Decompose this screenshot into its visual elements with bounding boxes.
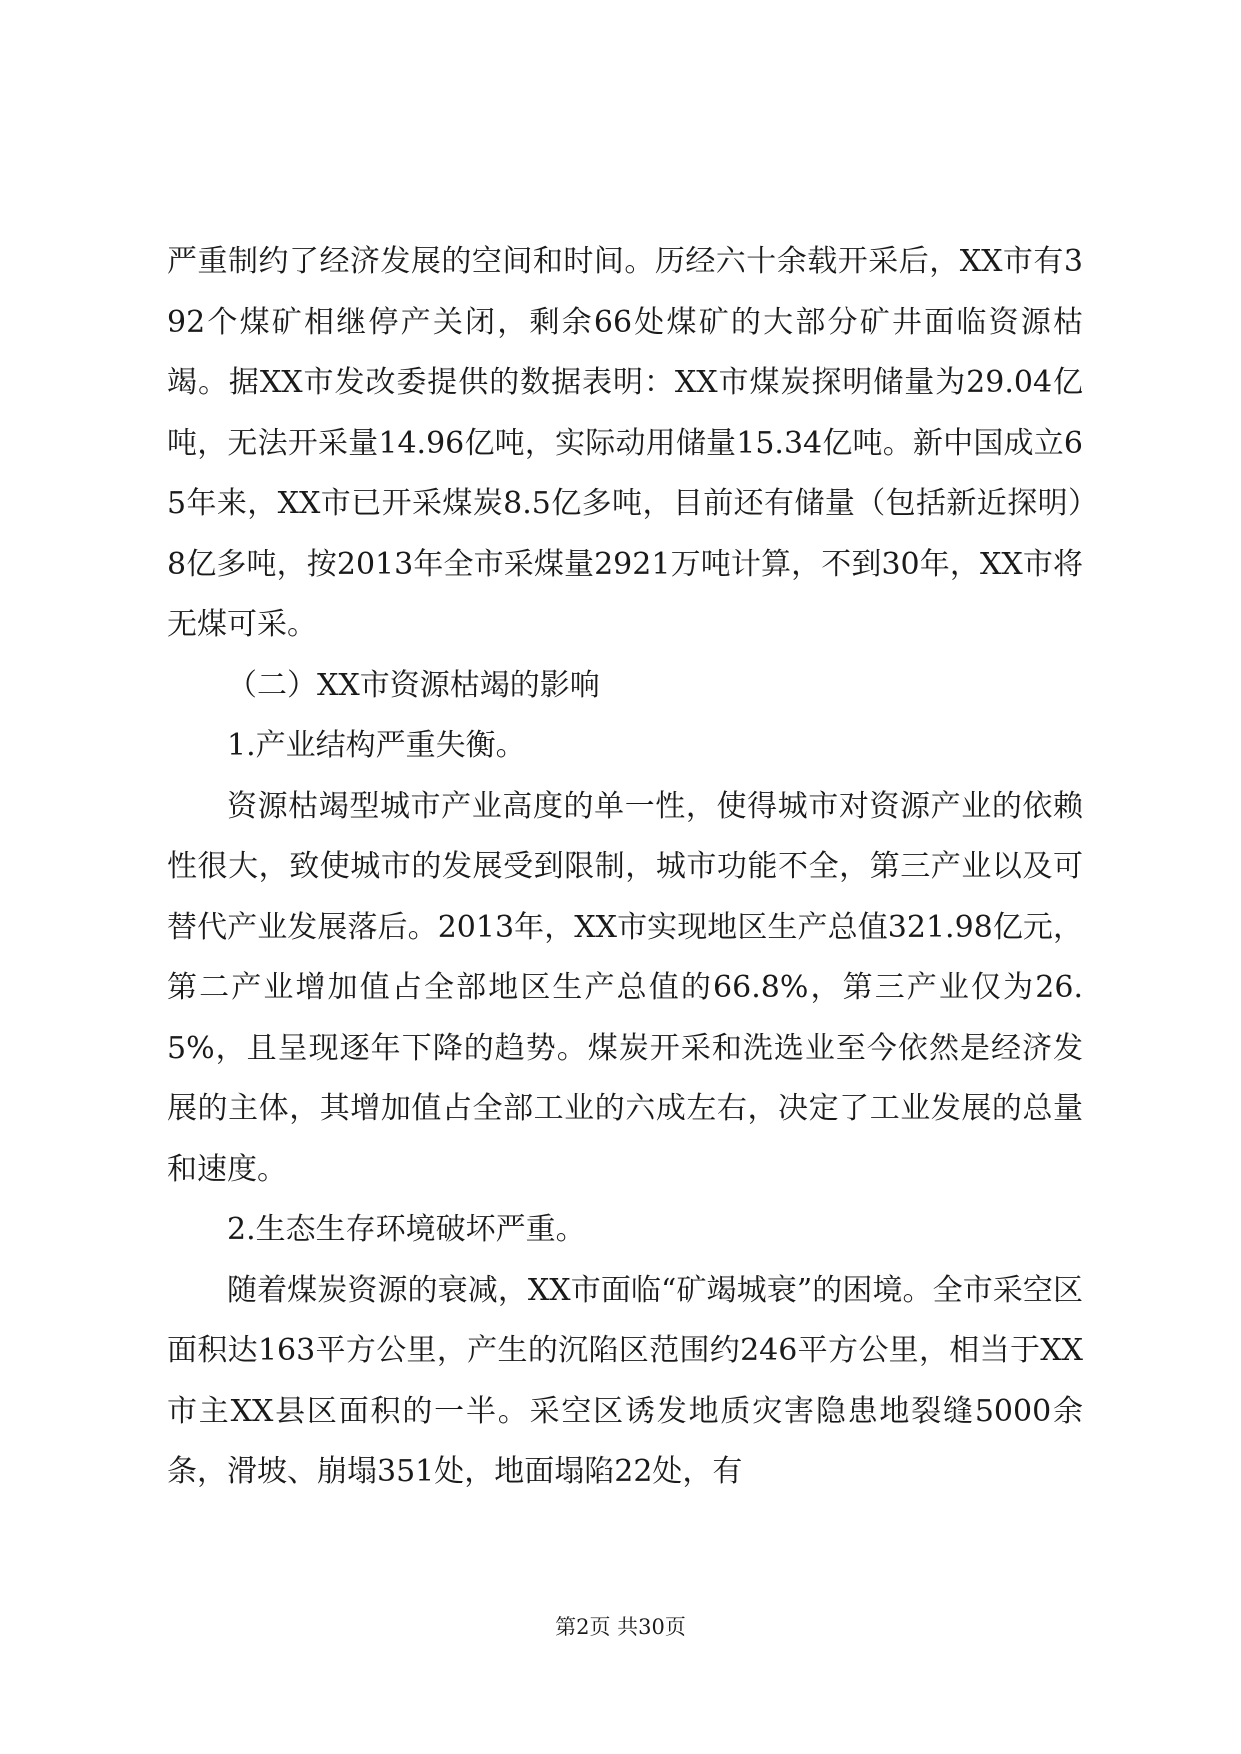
subheading-environment: 2.生态生存环境破坏严重。 [227, 1212, 586, 1247]
paragraph-reserves: 严重制约了经济发展的空间和时间。历经六十余载开采后，XX市有392个煤矿相继停产关闭，剩余66处煤矿的大部分矿井面临资源枯竭。据XX市发改委提供的数据表明：XX市煤炭探明储量为29.04亿吨，无法开采量14.96亿吨，实际动用储量15.34亿吨。新中国成立65年来，XX市已开采煤炭8.5亿多吨，目前还有储量（包括新近探明）8亿多吨，按2013年全市采煤量2921万吨计算，不到30年，XX市将无煤可采。 [167, 244, 1083, 642]
section-heading-impact: （二）XX市资源枯竭的影响 [227, 667, 600, 703]
paragraph-industry-structure: 资源枯竭型城市产业高度的单一性，使得城市对资源产业的依赖性很大，致使城市的发展受到限制，城市功能不全，第三产业以及可替代产业发展落后。2013年，XX市实现地区生产总值321.98亿元，第二产业增加值占全部地区生产总值的66.8%，第三产业仅为26.5%，且呈现逐年下降的趋势。煤炭开采和洗选业至今依然是经济发展的主体，其增加值占全部工业的六成左右，决定了工业发展的总量和速度。 [167, 788, 1083, 1187]
paragraph-environment: 随着煤炭资源的衰减，XX市面临“矿竭城衰”的困境。全市采空区面积达163平方公里，产生的沉陷区范围约246平方公里，相当于XX市主XX县区面积的一半。采空区诱发地质灾害隐患地裂缝5000余条，滑坡、崩塌351处，地面塌陷22处，有 [167, 1272, 1083, 1489]
body-text [167, 232, 1083, 1503]
page-footer: 第2页 共30页 [555, 1615, 686, 1639]
subheading-industry-structure: 1.产业结构严重失衡。 [227, 728, 526, 763]
